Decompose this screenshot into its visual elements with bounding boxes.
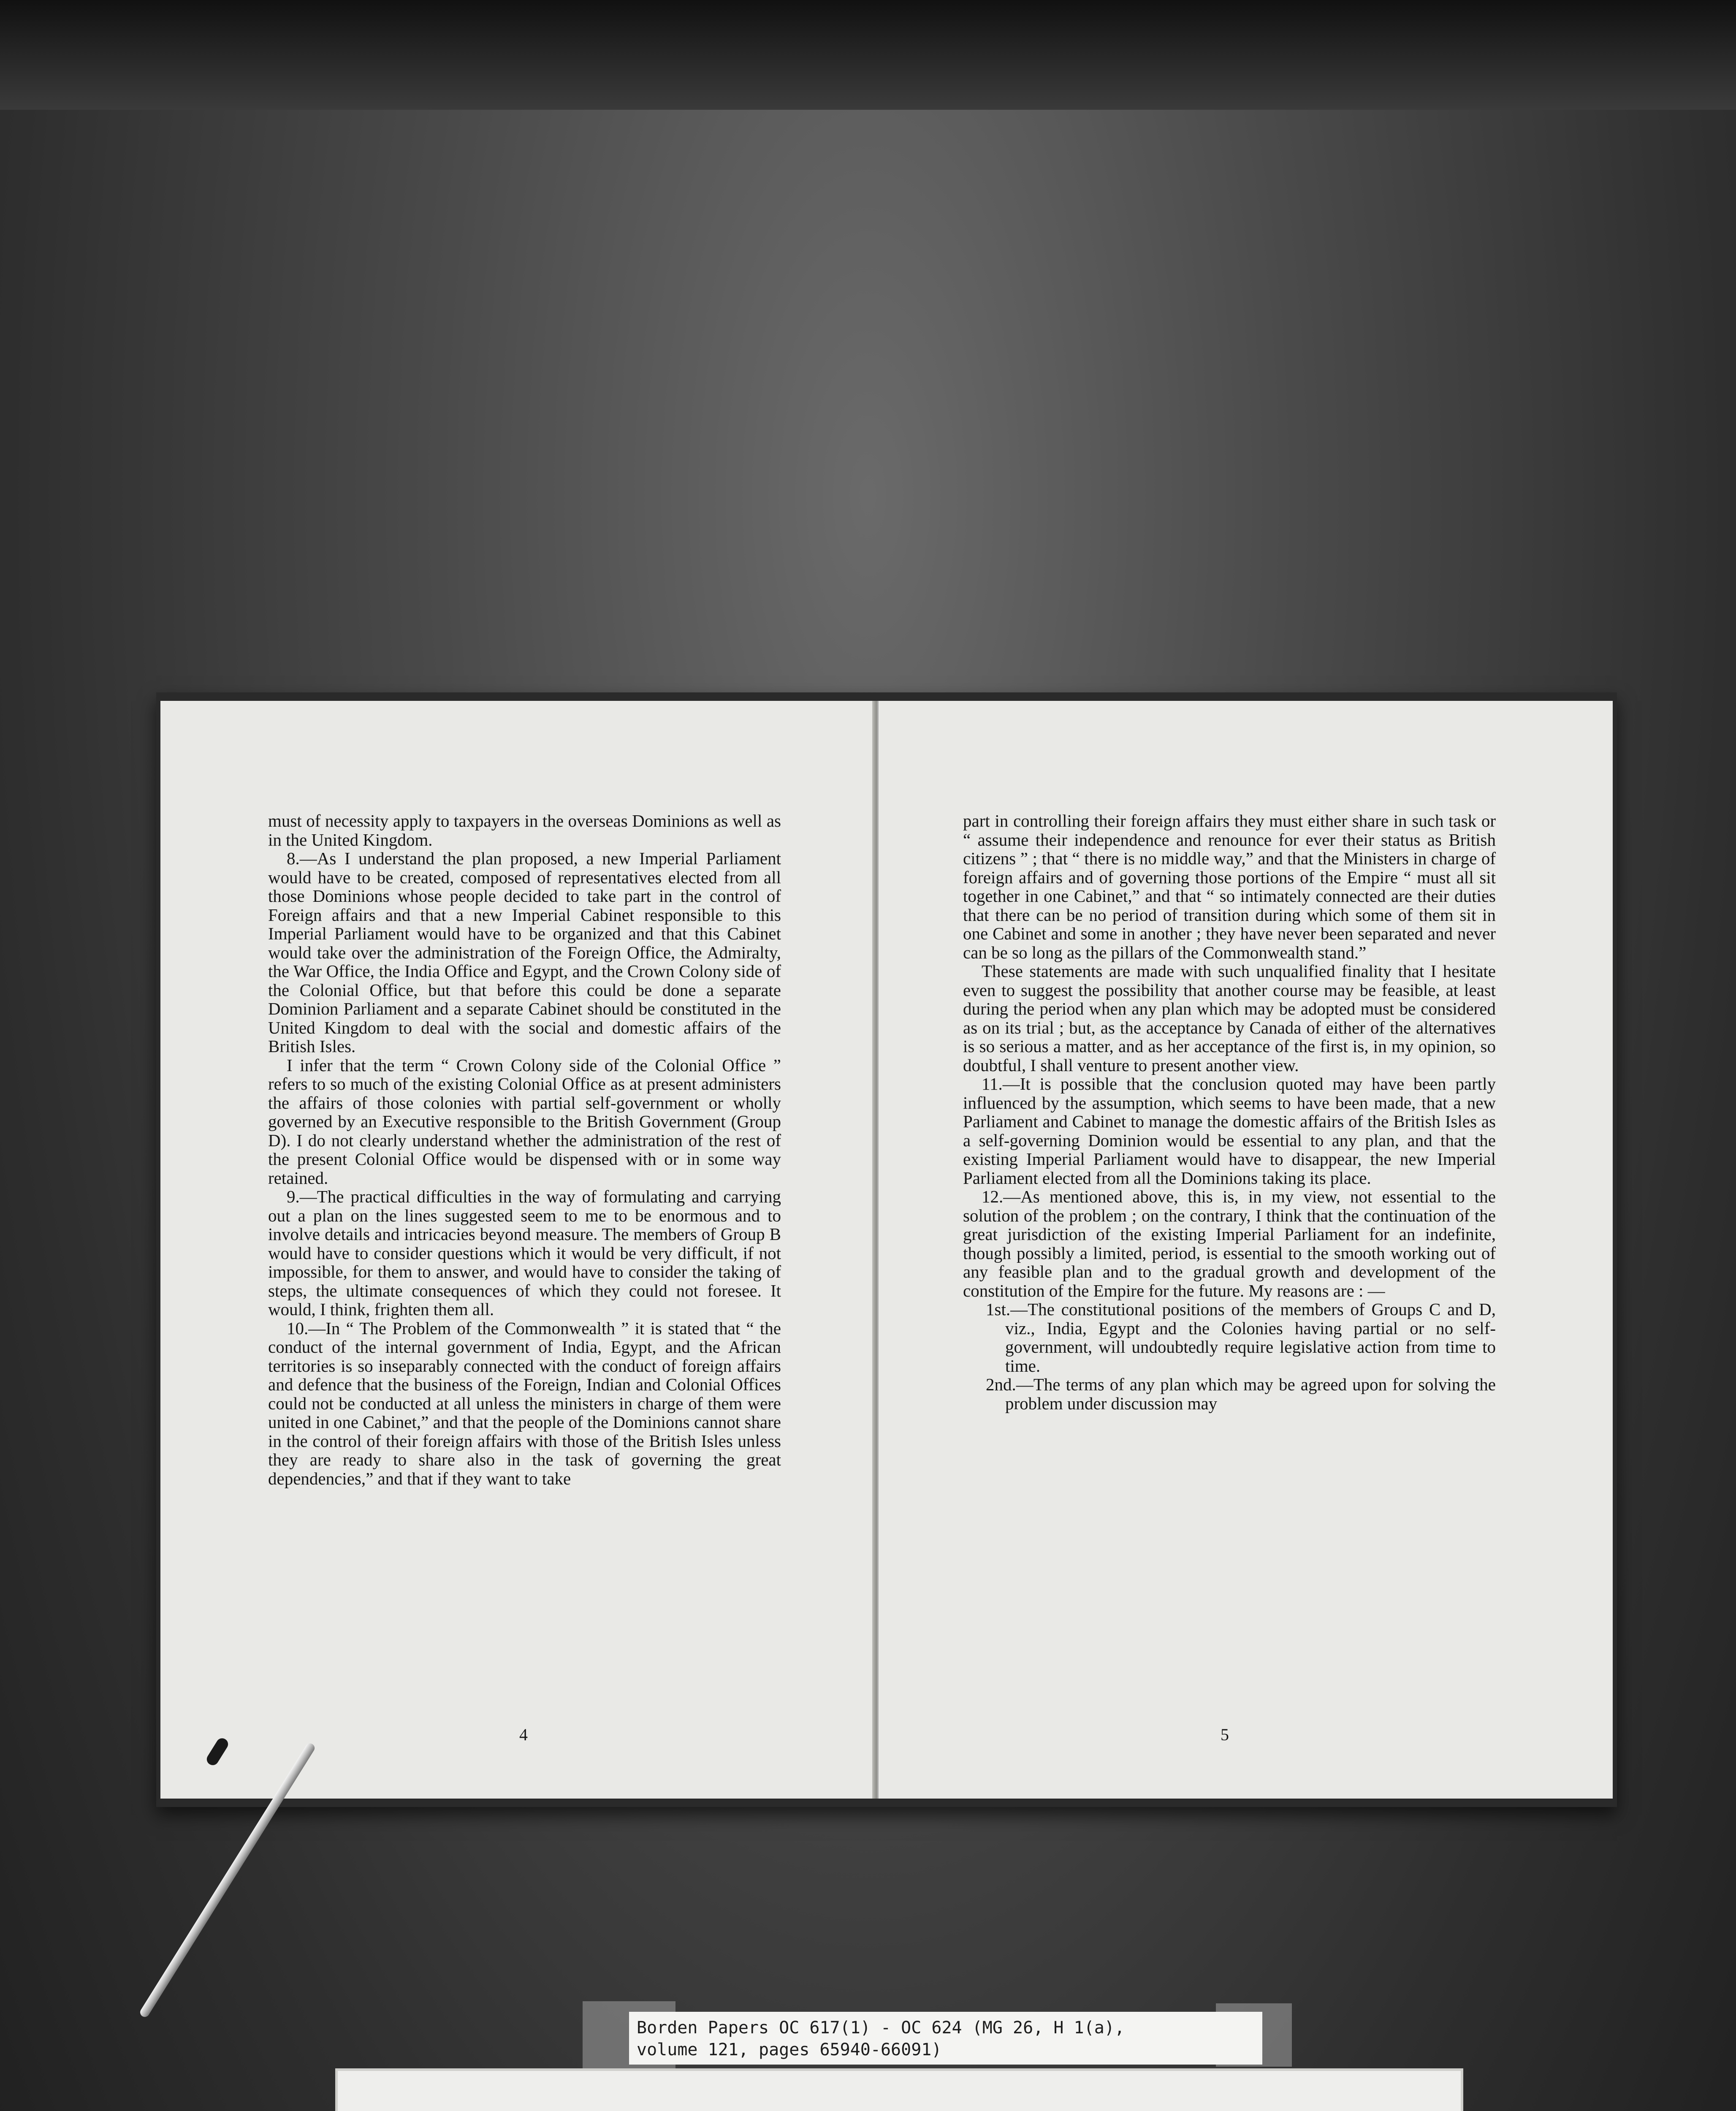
right-page-number: 5 bbox=[1221, 1725, 1229, 1744]
left-page bbox=[160, 701, 874, 1799]
paragraph: 12.—As mentioned above, this is, in my view, not essential to the solution of the problem ; on the contrary, I think that the continuation of the great jurisdiction of the existing Imperial Parliament for an indefinite, though possibly a limited, period, is essential to the smooth working out of any feasible plan and to the gradual growth and development of the constitution of the Empire for the future. My reasons are : — bbox=[963, 1187, 1496, 1300]
citation-line-2: volume 121, pages 65940-66091) bbox=[637, 2040, 942, 2059]
paragraph: must of necessity apply to taxpayers in the overseas Dominions as well as in the United Kingdom. bbox=[268, 811, 781, 849]
right-page-text bbox=[963, 811, 1496, 1413]
paragraph: part in controlling their foreign affairs they must either share in such task or “ assume their independence and renounce for ever their status as British citizens ” ; that “ there is no middle way,” and that the Ministers in charge of foreign affairs and of governing those portions of the Empire “ must all sit together in one Cabinet,” and that “ so intimately connected are their duties that there can be no period of transition during which some of them sit in one Cabinet and some in another ; they have never been separated and never can be so long as the pillars of the Commonwealth stand.” bbox=[963, 811, 1496, 962]
paragraph: 2nd.—The terms of any plan which may be agreed upon for solving the problem under discussion may bbox=[986, 1375, 1496, 1413]
citation-line-1: Borden Papers OC 617(1) - OC 624 (MG 26, H 1(a), bbox=[637, 2018, 1125, 2038]
paragraph: These statements are made with such unqualified finality that I hesitate even to suggest the possibility that another course may be feasible, at least during the period when any plan which may be adopted must be considered as on its trial ; but, as the acceptance by Canada of either of the alternatives is so serious a matter, and as her acceptance of the first is, in my opinion, so doubtful, I shall venture to present another view. bbox=[963, 961, 1496, 1075]
paragraph: 8.—As I understand the plan proposed, a new Imperial Parliament would have to be created, composed of representatives elected from all those Dominions whose people decided to take part in the control of Foreign affairs and that a new Imperial Cabinet responsible to this Imperial Parliament would have to be organized and that this Cabinet would take over the administration of the Foreign Office, the Admiralty, the War Office, the India Office and Egypt, and the Crown Colony side of the Colonial Office, but that before this could be done a separate Dominion Parliament and a separate Cabinet should be constituted in the United Kingdom to deal with the social and domestic affairs of the British Isles. bbox=[268, 849, 781, 1056]
paragraph: I infer that the term “ Crown Colony side of the Colonial Office ” refers to so much of the existing Colonial Office as at present administers the affairs of those colonies with partial self-government or wholly governed by an Executive responsible to the British Government (Group D). I do not clearly understand whether the administration of the rest of the present Colonial Office would be dispensed with or in some way retained. bbox=[268, 1055, 781, 1188]
film-top-band bbox=[0, 0, 1736, 110]
open-booklet bbox=[156, 692, 1617, 1807]
citation-label bbox=[629, 2012, 1262, 2065]
paragraph: 1st.—The constitutional positions of the members of Groups C and D, viz., India, Egypt and the Colonies having partial or no self-government, will undoubtedly require legislative action from time to time. bbox=[986, 1300, 1496, 1376]
paragraph: 11.—It is possible that the conclusion quoted may have been partly influenced by the assumption, which seems to have been made, that a new Parliament and Cabinet to manage the domestic affairs of the British Isles as a self-governing Dominion would be essential to any plan, and that the existing Imperial Parliament would have to disappear, the new Imperial Parliament elected from all the Dominions taking its place. bbox=[963, 1074, 1496, 1188]
archives-stamp-card bbox=[338, 2071, 1461, 2111]
left-page-text bbox=[268, 811, 781, 1488]
paragraph: 9.—The practical difficulties in the way of formulating and carrying out a plan on the lines suggested seem to me to be enormous and to involve details and intricacies beyond measure. The members of Group B would have to consider questions which it would be very difficult, if not impossible, for them to answer, and would have to consider the taking of steps, the ultimate consequences of which they could not foresee. It would, I think, frighten them all. bbox=[268, 1187, 781, 1319]
left-page-number: 4 bbox=[519, 1725, 528, 1744]
paragraph: 10.—In “ The Problem of the Commonwealth ” it is stated that “ the conduct of the internal government of India, Egypt, and the African territories is so inseparably connected with the conduct of foreign affairs and defence that the business of the Foreign, Indian and Colonial Offices could not be conducted at all unless the ministers in charge of them were united in one Cabinet,” and that the people of the Dominions cannot share in the control of their foreign affairs with those of the British Isles unless they are ready to share also in the task of governing the great dependencies,” and that if they want to take bbox=[268, 1318, 781, 1488]
right-page bbox=[877, 701, 1613, 1799]
